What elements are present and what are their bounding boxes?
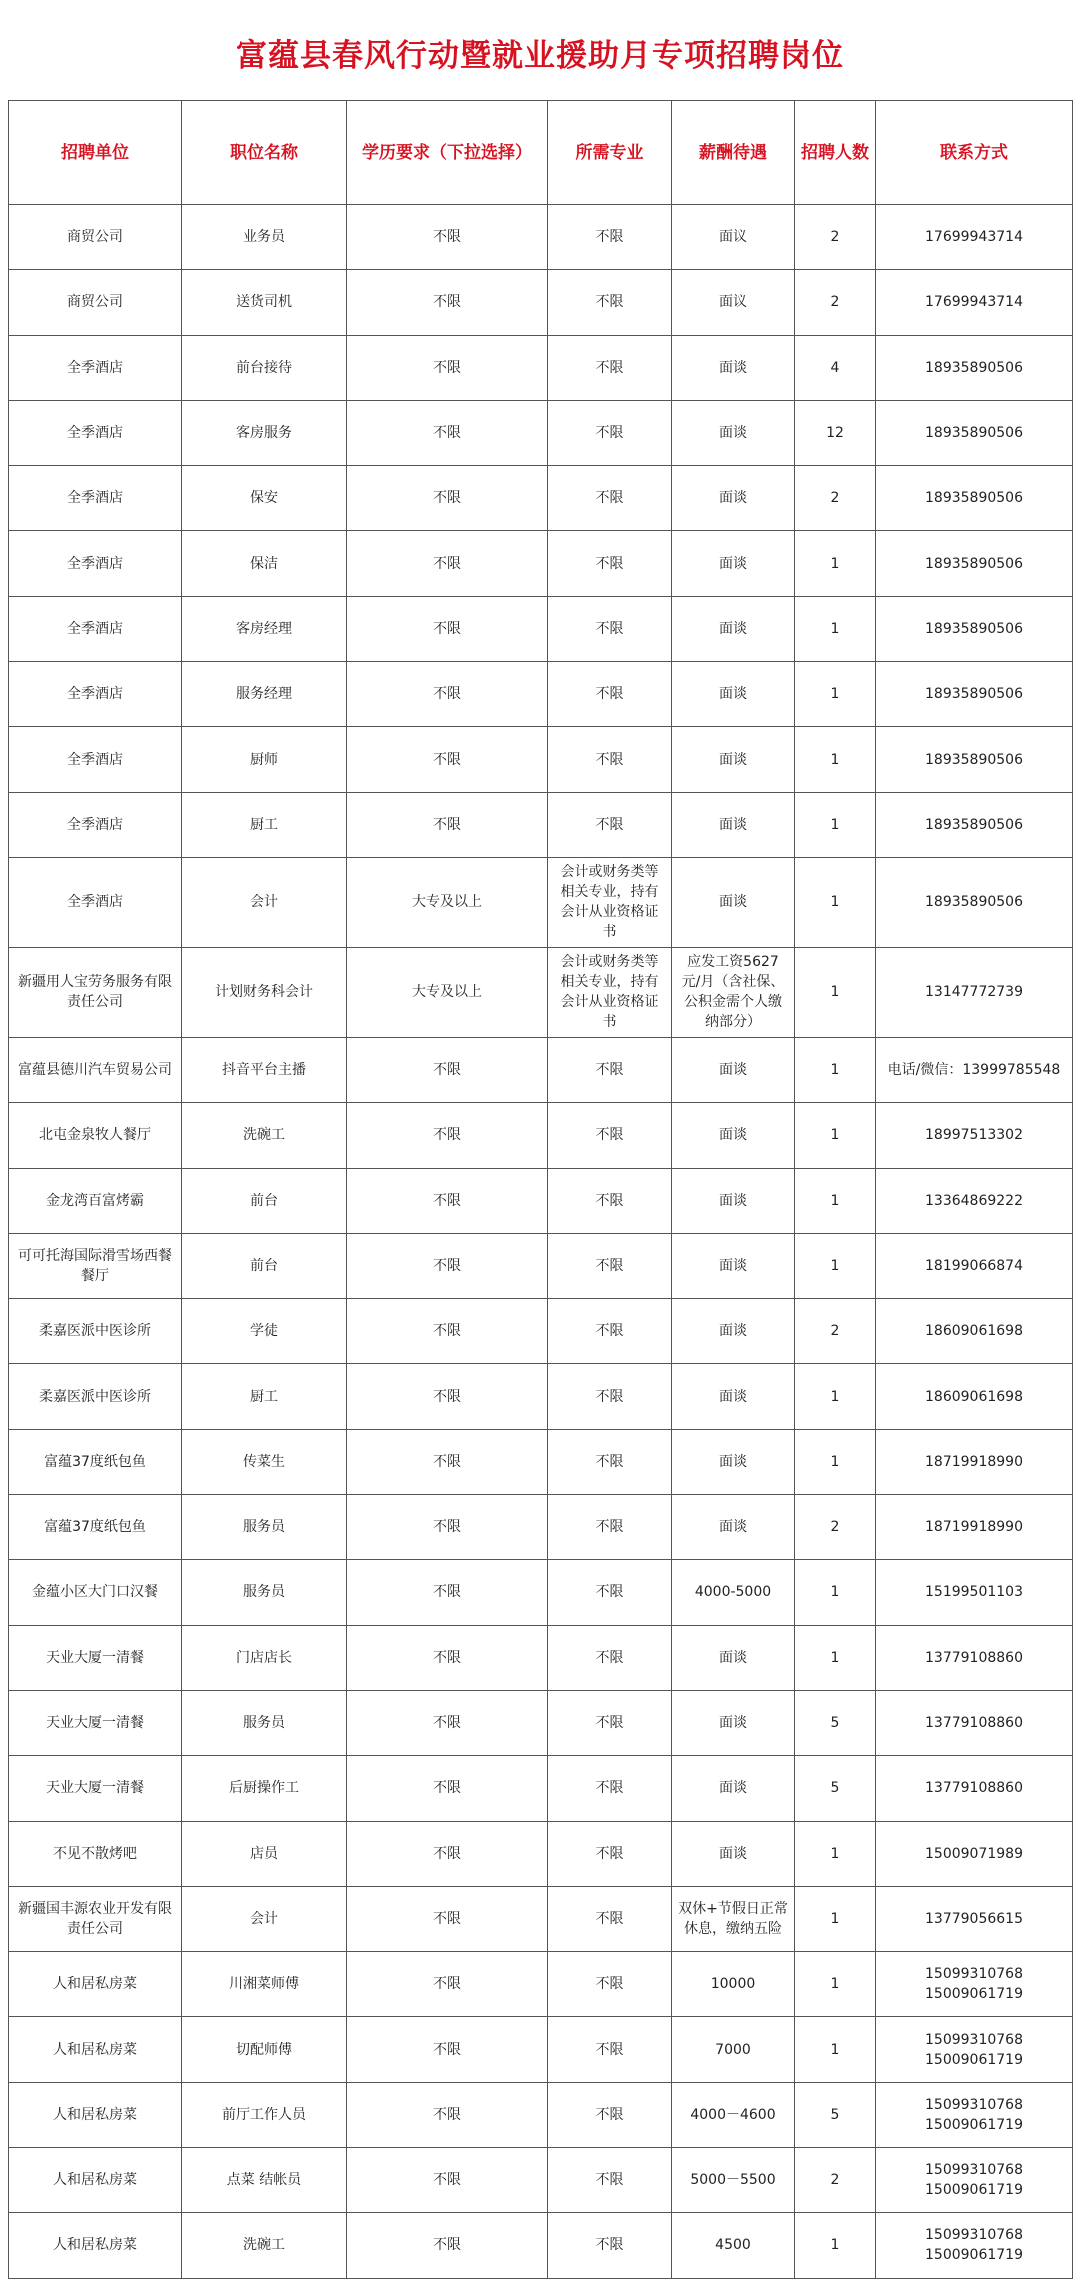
- cell-count: 2: [795, 466, 876, 531]
- cell-count: 1: [795, 1168, 876, 1233]
- cell-salary: 面议: [672, 270, 795, 335]
- cell-salary: 面谈: [672, 1299, 795, 1364]
- cell-count: 12: [795, 400, 876, 465]
- table-row: [9, 1429, 1073, 1494]
- cell-count: 2: [795, 1495, 876, 1560]
- contact-phone: 电话/微信：13999785548: [887, 1062, 1061, 1079]
- cell-position: 点菜 结帐员: [182, 2148, 347, 2213]
- cell-salary: 10000: [672, 1952, 795, 2017]
- cell-education: 不限: [347, 792, 548, 857]
- table-row: [9, 1625, 1073, 1690]
- contact-phone: 18935890506: [925, 555, 1023, 572]
- table-row: [9, 205, 1073, 270]
- cell-salary: 面谈: [672, 466, 795, 531]
- cell-salary: 面谈: [672, 400, 795, 465]
- cell-count: 1: [795, 1625, 876, 1690]
- table-header-row: [9, 101, 1073, 205]
- header-major: 所需专业: [548, 101, 672, 205]
- contact-phone: 18935890506: [925, 490, 1023, 507]
- cell-major: 不限: [548, 1952, 672, 2017]
- cell-education: 不限: [347, 1625, 548, 1690]
- contact-phone: 17699943714: [925, 229, 1023, 246]
- cell-contact: [876, 270, 1073, 335]
- contact-phone: 18935890506: [925, 894, 1023, 911]
- contact-phone: 15099310768: [925, 1966, 1023, 1983]
- cell-unit: 新疆国丰源农业开发有限责任公司: [9, 1886, 182, 1951]
- cell-position: 客房服务: [182, 400, 347, 465]
- cell-contact: [876, 1560, 1073, 1625]
- cell-count: 2: [795, 2148, 876, 2213]
- cell-count: 1: [795, 1821, 876, 1886]
- cell-salary: 面谈: [672, 792, 795, 857]
- table-row: [9, 335, 1073, 400]
- cell-count: 5: [795, 1690, 876, 1755]
- cell-salary: 面谈: [672, 1625, 795, 1690]
- cell-count: 4: [795, 335, 876, 400]
- header-salary: 薪酬待遇: [672, 101, 795, 205]
- contact-phone: 18719918990: [925, 1519, 1023, 1536]
- cell-major: 不限: [548, 2082, 672, 2147]
- contact-phone: 18997513302: [925, 1127, 1023, 1144]
- cell-count: 1: [795, 596, 876, 661]
- cell-education: 不限: [347, 335, 548, 400]
- table-row: [9, 727, 1073, 792]
- cell-salary: 双休+节假日正常休息，缴纳五险: [672, 1886, 795, 1951]
- cell-salary: 面谈: [672, 727, 795, 792]
- cell-contact: [876, 947, 1073, 1037]
- table-row: [9, 596, 1073, 661]
- cell-major: 不限: [548, 596, 672, 661]
- cell-contact: [876, 792, 1073, 857]
- table-row: [9, 1821, 1073, 1886]
- cell-unit: 全季酒店: [9, 596, 182, 661]
- cell-salary: 面谈: [672, 1037, 795, 1102]
- cell-contact: [876, 1299, 1073, 1364]
- header-education: 学历要求（下拉选择）: [347, 101, 548, 205]
- contact-phone: 15009061719: [925, 1986, 1023, 2003]
- table-row: [9, 1233, 1073, 1298]
- cell-salary: 面谈: [672, 1690, 795, 1755]
- cell-count: 1: [795, 662, 876, 727]
- cell-unit: 金龙湾百富烤霸: [9, 1168, 182, 1233]
- table-row: [9, 1299, 1073, 1364]
- job-listing-sheet: [8, 4, 1072, 2280]
- cell-major: 不限: [548, 1625, 672, 1690]
- cell-salary: 面谈: [672, 1168, 795, 1233]
- cell-position: 业务员: [182, 205, 347, 270]
- cell-major: 不限: [548, 1756, 672, 1821]
- cell-salary: 应发工资5627元/月（含社保、公积金需个人缴纳部分）: [672, 947, 795, 1037]
- cell-education: 不限: [347, 1364, 548, 1429]
- cell-education: 不限: [347, 1756, 548, 1821]
- cell-major: 不限: [548, 2017, 672, 2082]
- cell-education: 不限: [347, 727, 548, 792]
- cell-position: 学徒: [182, 1299, 347, 1364]
- table-row: [9, 662, 1073, 727]
- cell-education: 不限: [347, 2148, 548, 2213]
- cell-position: 服务员: [182, 1690, 347, 1755]
- cell-salary: 面谈: [672, 1821, 795, 1886]
- contact-phone: 15009061719: [925, 2182, 1023, 2199]
- contact-phone: 15099310768: [925, 2227, 1023, 2244]
- cell-position: 传菜生: [182, 1429, 347, 1494]
- cell-education: 不限: [347, 400, 548, 465]
- table-row: [9, 466, 1073, 531]
- cell-contact: [876, 1952, 1073, 2017]
- cell-count: 2: [795, 270, 876, 335]
- cell-contact: [876, 857, 1073, 947]
- cell-education: 不限: [347, 531, 548, 596]
- table-row: [9, 1103, 1073, 1168]
- cell-salary: 面谈: [672, 1756, 795, 1821]
- contact-phone: 18935890506: [925, 816, 1023, 833]
- cell-unit: 不见不散烤吧: [9, 1821, 182, 1886]
- cell-unit: 金蕴小区大门口汉餐: [9, 1560, 182, 1625]
- contact-phone: 15009061719: [925, 2116, 1023, 2133]
- contact-phone: 18609061698: [925, 1388, 1023, 1405]
- cell-position: 川湘菜师傅: [182, 1952, 347, 2017]
- cell-contact: [876, 1233, 1073, 1298]
- cell-count: 1: [795, 947, 876, 1037]
- cell-contact: [876, 1495, 1073, 1560]
- contact-phone: 17699943714: [925, 294, 1023, 311]
- table-row: [9, 1690, 1073, 1755]
- cell-salary: 4500: [672, 2213, 795, 2278]
- cell-position: 服务员: [182, 1560, 347, 1625]
- cell-count: 5: [795, 2082, 876, 2147]
- cell-count: 1: [795, 1560, 876, 1625]
- cell-position: 保安: [182, 466, 347, 531]
- contact-phone: 18935890506: [925, 686, 1023, 703]
- cell-education: 不限: [347, 2017, 548, 2082]
- cell-contact: [876, 1886, 1073, 1951]
- cell-major: 不限: [548, 1821, 672, 1886]
- cell-count: 1: [795, 531, 876, 596]
- cell-count: 2: [795, 205, 876, 270]
- cell-education: 不限: [347, 1560, 548, 1625]
- cell-count: 1: [795, 1364, 876, 1429]
- cell-position: 切配师傅: [182, 2017, 347, 2082]
- cell-contact: [876, 2213, 1073, 2278]
- cell-education: 不限: [347, 596, 548, 661]
- cell-major: 不限: [548, 1233, 672, 1298]
- contact-phone: 15099310768: [925, 2162, 1023, 2179]
- cell-contact: [876, 466, 1073, 531]
- cell-contact: [876, 1625, 1073, 1690]
- cell-contact: [876, 400, 1073, 465]
- cell-count: 1: [795, 1233, 876, 1298]
- cell-count: 2: [795, 1299, 876, 1364]
- cell-contact: [876, 1103, 1073, 1168]
- table-row: [9, 792, 1073, 857]
- cell-contact: [876, 1690, 1073, 1755]
- cell-major: 不限: [548, 1103, 672, 1168]
- cell-major: 不限: [548, 335, 672, 400]
- cell-salary: 4000－4600: [672, 2082, 795, 2147]
- cell-major: 会计或财务类等相关专业，持有会计从业资格证书: [548, 947, 672, 1037]
- cell-education: 不限: [347, 1952, 548, 2017]
- contact-phone: 15009061719: [925, 2051, 1023, 2068]
- cell-count: 5: [795, 1756, 876, 1821]
- contact-phone: 15099310768: [925, 2031, 1023, 2048]
- cell-major: 不限: [548, 1495, 672, 1560]
- contact-phone: 18935890506: [925, 359, 1023, 376]
- table-row: [9, 2082, 1073, 2147]
- table-row: [9, 1886, 1073, 1951]
- table-row: [9, 531, 1073, 596]
- table-row: [9, 1168, 1073, 1233]
- cell-contact: [876, 1429, 1073, 1494]
- cell-contact: [876, 1037, 1073, 1102]
- cell-education: 不限: [347, 1495, 548, 1560]
- cell-education: 大专及以上: [347, 857, 548, 947]
- cell-major: 不限: [548, 1429, 672, 1494]
- cell-salary: 面谈: [672, 1364, 795, 1429]
- cell-position: 前厅工作人员: [182, 2082, 347, 2147]
- header-count: 招聘人数: [795, 101, 876, 205]
- cell-unit: 人和居私房菜: [9, 2017, 182, 2082]
- cell-count: 1: [795, 857, 876, 947]
- cell-contact: [876, 2082, 1073, 2147]
- contact-phone: 13779056615: [925, 1910, 1023, 1927]
- cell-count: 1: [795, 1952, 876, 2017]
- cell-unit: 全季酒店: [9, 531, 182, 596]
- cell-unit: 全季酒店: [9, 662, 182, 727]
- cell-contact: [876, 1168, 1073, 1233]
- cell-unit: 商贸公司: [9, 270, 182, 335]
- contact-phone: 13779108860: [925, 1780, 1023, 1797]
- cell-position: 后厨操作工: [182, 1756, 347, 1821]
- cell-contact: [876, 2017, 1073, 2082]
- table-row: [9, 1560, 1073, 1625]
- cell-position: 厨师: [182, 727, 347, 792]
- cell-position: 厨工: [182, 1364, 347, 1429]
- contact-phone: 18935890506: [925, 425, 1023, 442]
- cell-unit: 人和居私房菜: [9, 1952, 182, 2017]
- cell-unit: 天业大厦一清餐: [9, 1690, 182, 1755]
- cell-major: 不限: [548, 270, 672, 335]
- cell-unit: 北屯金泉牧人餐厅: [9, 1103, 182, 1168]
- cell-unit: 可可托海国际滑雪场西餐餐厅: [9, 1233, 182, 1298]
- contact-phone: 15009071989: [925, 1845, 1023, 1862]
- table-row: [9, 2213, 1073, 2278]
- cell-position: 抖音平台主播: [182, 1037, 347, 1102]
- cell-salary: 面谈: [672, 662, 795, 727]
- cell-unit: 人和居私房菜: [9, 2082, 182, 2147]
- cell-position: 门店店长: [182, 1625, 347, 1690]
- cell-position: 会计: [182, 1886, 347, 1951]
- table-row: [9, 2017, 1073, 2082]
- cell-position: 服务员: [182, 1495, 347, 1560]
- cell-major: 不限: [548, 1037, 672, 1102]
- cell-salary: 面谈: [672, 531, 795, 596]
- cell-contact: [876, 1364, 1073, 1429]
- cell-education: 不限: [347, 1299, 548, 1364]
- cell-contact: [876, 596, 1073, 661]
- cell-unit: 新疆用人宝劳务服务有限责任公司: [9, 947, 182, 1037]
- cell-major: 不限: [548, 466, 672, 531]
- cell-position: 洗碗工: [182, 2213, 347, 2278]
- table-row: [9, 1364, 1073, 1429]
- contact-phone: 18719918990: [925, 1453, 1023, 1470]
- cell-education: 不限: [347, 1886, 548, 1951]
- contact-phone: 18609061698: [925, 1323, 1023, 1340]
- cell-count: 1: [795, 1886, 876, 1951]
- cell-education: 不限: [347, 2213, 548, 2278]
- cell-unit: 商贸公司: [9, 205, 182, 270]
- cell-salary: 7000: [672, 2017, 795, 2082]
- cell-position: 会计: [182, 857, 347, 947]
- cell-position: 前台接待: [182, 335, 347, 400]
- table-row: [9, 947, 1073, 1037]
- cell-count: 1: [795, 1103, 876, 1168]
- cell-position: 送货司机: [182, 270, 347, 335]
- cell-contact: [876, 335, 1073, 400]
- cell-major: 不限: [548, 1560, 672, 1625]
- cell-unit: 全季酒店: [9, 466, 182, 531]
- cell-major: 不限: [548, 1299, 672, 1364]
- cell-salary: 面谈: [672, 596, 795, 661]
- cell-major: 不限: [548, 2213, 672, 2278]
- cell-major: 不限: [548, 1886, 672, 1951]
- cell-unit: 柔嘉医派中医诊所: [9, 1364, 182, 1429]
- cell-education: 大专及以上: [347, 947, 548, 1037]
- cell-salary: 面谈: [672, 1429, 795, 1494]
- cell-count: 1: [795, 792, 876, 857]
- cell-unit: 人和居私房菜: [9, 2148, 182, 2213]
- contact-phone: 18199066874: [925, 1258, 1023, 1274]
- cell-education: 不限: [347, 2082, 548, 2147]
- cell-position: 服务经理: [182, 662, 347, 727]
- cell-major: 不限: [548, 1168, 672, 1233]
- cell-count: 1: [795, 727, 876, 792]
- cell-education: 不限: [347, 270, 548, 335]
- cell-major: 不限: [548, 531, 672, 596]
- cell-count: 1: [795, 2017, 876, 2082]
- contact-phone: 15099310768: [925, 2096, 1023, 2113]
- cell-salary: 4000-5000: [672, 1560, 795, 1625]
- table-row: [9, 2148, 1073, 2213]
- cell-position: 店员: [182, 1821, 347, 1886]
- table-body: [9, 205, 1073, 2279]
- cell-position: 客房经理: [182, 596, 347, 661]
- header-contact: 联系方式: [876, 101, 1073, 205]
- cell-position: 洗碗工: [182, 1103, 347, 1168]
- cell-unit: 全季酒店: [9, 792, 182, 857]
- contact-phone: 18935890506: [925, 751, 1023, 768]
- cell-count: 1: [795, 2213, 876, 2278]
- cell-unit: 柔嘉医派中医诊所: [9, 1299, 182, 1364]
- cell-major: 不限: [548, 1364, 672, 1429]
- cell-salary: 面议: [672, 205, 795, 270]
- cell-unit: 天业大厦一清餐: [9, 1625, 182, 1690]
- cell-contact: [876, 662, 1073, 727]
- cell-salary: 5000－5500: [672, 2148, 795, 2213]
- cell-unit: 富蕴37度纸包鱼: [9, 1429, 182, 1494]
- cell-unit: 天业大厦一清餐: [9, 1756, 182, 1821]
- job-table: [8, 100, 1073, 2279]
- cell-salary: 面谈: [672, 335, 795, 400]
- contact-phone: 13779108860: [925, 1715, 1023, 1732]
- header-unit: 招聘单位: [9, 101, 182, 205]
- cell-position: 保洁: [182, 531, 347, 596]
- table-row: [9, 400, 1073, 465]
- cell-contact: [876, 727, 1073, 792]
- cell-education: 不限: [347, 1821, 548, 1886]
- cell-salary: 面谈: [672, 857, 795, 947]
- header-position: 职位名称: [182, 101, 347, 205]
- cell-education: 不限: [347, 662, 548, 727]
- page-title: 富蕴县春风行动暨就业援助月专项招聘岗位: [236, 37, 844, 74]
- cell-education: 不限: [347, 1103, 548, 1168]
- cell-unit: 全季酒店: [9, 727, 182, 792]
- table-row: [9, 1037, 1073, 1102]
- cell-major: 不限: [548, 205, 672, 270]
- cell-position: 前台: [182, 1233, 347, 1298]
- cell-contact: [876, 531, 1073, 596]
- cell-education: 不限: [347, 1690, 548, 1755]
- cell-education: 不限: [347, 205, 548, 270]
- cell-unit: 富蕴37度纸包鱼: [9, 1495, 182, 1560]
- table-row: [9, 1952, 1073, 2017]
- cell-education: 不限: [347, 466, 548, 531]
- cell-contact: [876, 205, 1073, 270]
- table-row: [9, 270, 1073, 335]
- contact-phone: 15009061719: [925, 2247, 1023, 2264]
- cell-position: 计划财务科会计: [182, 947, 347, 1037]
- table-row: [9, 857, 1073, 947]
- cell-contact: [876, 1756, 1073, 1821]
- cell-unit: 人和居私房菜: [9, 2213, 182, 2278]
- cell-major: 不限: [548, 792, 672, 857]
- contact-phone: 15199501103: [925, 1584, 1023, 1601]
- cell-position: 前台: [182, 1168, 347, 1233]
- cell-major: 不限: [548, 2148, 672, 2213]
- cell-salary: 面谈: [672, 1233, 795, 1298]
- table-row: [9, 1495, 1073, 1560]
- cell-major: 不限: [548, 662, 672, 727]
- cell-education: 不限: [347, 1233, 548, 1298]
- cell-major: 不限: [548, 400, 672, 465]
- cell-major: 不限: [548, 727, 672, 792]
- cell-education: 不限: [347, 1168, 548, 1233]
- contact-phone: 13147772739: [925, 984, 1023, 1001]
- cell-count: 1: [795, 1429, 876, 1494]
- cell-count: 1: [795, 1037, 876, 1102]
- cell-unit: 富蕴县德川汽车贸易公司: [9, 1037, 182, 1102]
- cell-education: 不限: [347, 1429, 548, 1494]
- cell-major: 不限: [548, 1690, 672, 1755]
- cell-salary: 面谈: [672, 1103, 795, 1168]
- contact-phone: 18935890506: [925, 620, 1023, 637]
- cell-unit: 全季酒店: [9, 857, 182, 947]
- contact-phone: 13364869222: [925, 1192, 1023, 1209]
- cell-major: 会计或财务类等相关专业，持有会计从业资格证书: [548, 857, 672, 947]
- cell-contact: [876, 2148, 1073, 2213]
- cell-salary: 面谈: [672, 1495, 795, 1560]
- cell-unit: 全季酒店: [9, 400, 182, 465]
- cell-unit: 全季酒店: [9, 335, 182, 400]
- table-row: [9, 1756, 1073, 1821]
- cell-position: 厨工: [182, 792, 347, 857]
- cell-education: 不限: [347, 1037, 548, 1102]
- cell-contact: [876, 1821, 1073, 1886]
- contact-phone: 13779108860: [925, 1649, 1023, 1666]
